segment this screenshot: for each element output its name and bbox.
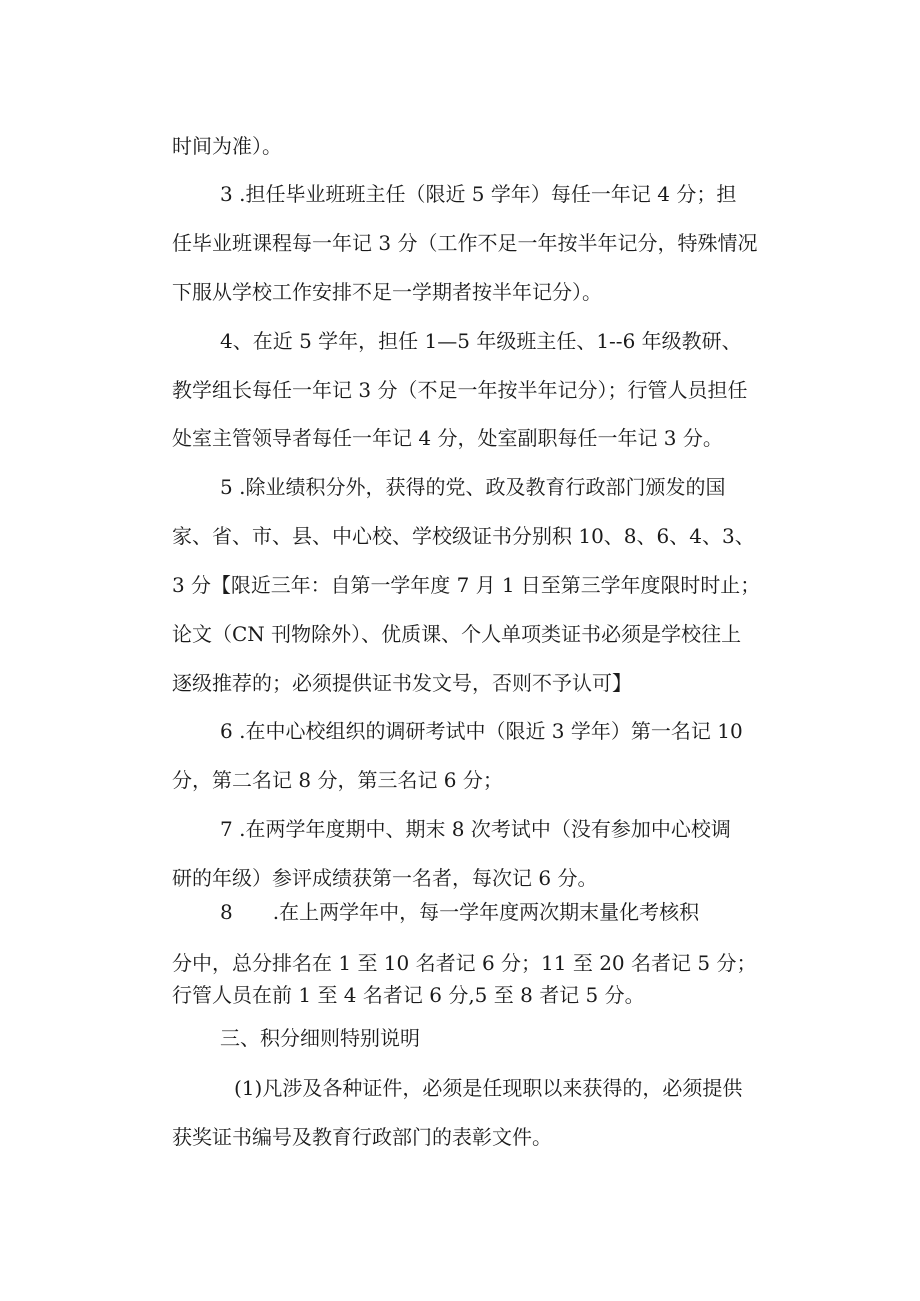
text-line: 获奖证书编号及教育行政部门的表彰文件。 — [172, 1125, 552, 1149]
text-line: 分中，总分排名在 1 至 10 名者记 6 分；11 至 20 名者记 5 分； — [172, 951, 757, 975]
text-line: 行管人员在前 1 至 4 名者记 6 分,5 至 8 者记 5 分。 — [172, 983, 645, 1007]
text-line: 下服从学校工作安排不足一学期者按半年记分）。 — [172, 280, 602, 304]
text-line: 教学组长每任一年记 3 分（不足一年按半年记分）；行管人员担任 — [172, 378, 748, 402]
text-line: 8 .在上两学年中，每一学年度两次期末量化考核积 — [220, 900, 700, 924]
text-line: 7 .在两学年度期中、期末 8 次考试中（没有参加中心校调 — [220, 817, 731, 841]
text-line: 4、在近 5 学年，担任 1—5 年级班主任、1--6 年级教研、 — [220, 329, 742, 353]
text-line: 5 .除业绩积分外，获得的党、政及教育行政部门颁发的国 — [220, 475, 726, 499]
text-line: 时间为准）。 — [172, 134, 282, 158]
text-line: 3 分【限近三年：自第一学年度 7 月 1 日至第三学年度限时时止； — [172, 573, 761, 597]
text-line: 处室主管领导者每任一年记 4 分，处室副职每任一年记 3 分。 — [172, 426, 723, 450]
text-line: (1)凡涉及各种证件，必须是任现职以来获得的，必须提供 — [234, 1076, 743, 1100]
text-line: 6 .在中心校组织的调研考试中（限近 3 学年）第一名记 10 — [220, 719, 743, 743]
text-line: 家、省、市、县、中心校、学校级证书分别积 10、8、6、4、3、 — [172, 524, 755, 548]
text-line: 论文（CN 刊物除外）、优质课、个人单项类证书必须是学校往上 — [172, 622, 742, 646]
text-line: 研的年级）参评成绩获第一名者，每次记 6 分。 — [172, 866, 598, 890]
text-line: 分，第二名记 8 分，第三名记 6 分； — [172, 768, 503, 792]
section-heading: 三、积分细则特别说明 — [220, 1026, 420, 1050]
text-line: 3 .担任毕业班班主任（限近 5 学年）每任一年记 4 分；担 — [220, 182, 737, 206]
text-line: 任毕业班课程每一年记 3 分（工作不足一年按半年记分，特殊情况 — [172, 231, 758, 255]
text-line: 逐级推荐的；必须提供证书发文号，否则不予认可】 — [172, 671, 632, 695]
